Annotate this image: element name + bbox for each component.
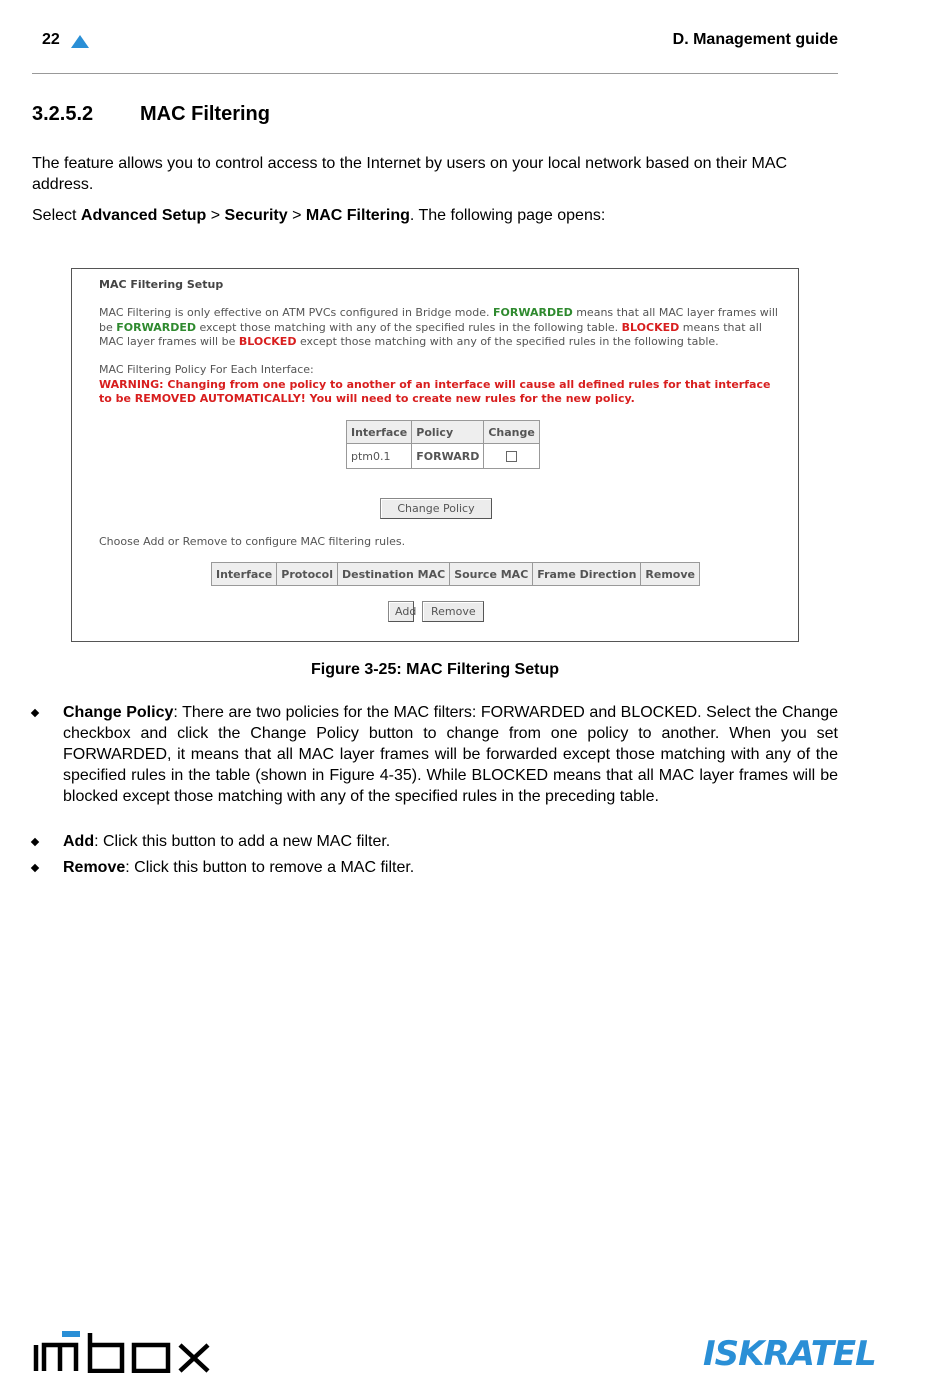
list-item (32, 702, 838, 807)
bullet-term: Add (63, 833, 95, 850)
section-title: MAC Filtering (140, 103, 270, 125)
col-source-mac: Source MAC (450, 563, 533, 586)
cell-policy: FORWARD (412, 444, 484, 469)
section-number: 3.2.5.2 (32, 103, 94, 125)
policy-description: MAC Filtering is only effective on ATM PVCs configured in Bridge mode. FORWARDED means that all MAC layer frames will be FORWARDED except those matching with any of the specified rules in the following table. BLOCKED means that all MAC layer frames will be BLOCKED except those matching with any of the specified rules in the following table. (99, 306, 778, 348)
col-interface: Interface (347, 421, 412, 444)
bullet-term: Change Policy (63, 704, 174, 721)
cell-change (484, 444, 540, 469)
add-button[interactable]: Add (388, 601, 414, 622)
iskratel-logo: ISKRATEL (703, 1334, 876, 1374)
nav-advanced-setup: Advanced Setup (80, 207, 207, 224)
intro-paragraph: The feature allows you to control access to the Internet by users on your local network based on their MAC address. (32, 155, 788, 193)
remove-button[interactable]: Remove (422, 601, 484, 622)
bullet-text: : Click this button to remove a MAC filter. (125, 859, 415, 876)
list-item (32, 831, 838, 852)
col-policy: Policy (412, 421, 484, 444)
nav-mac-filtering: MAC Filtering (305, 207, 410, 224)
cell-interface: ptm0.1 (347, 444, 412, 469)
diamond-bullet-icon (31, 709, 39, 717)
navigation-instruction: Select Advanced Setup > Security > MAC Filtering. The following page opens: (32, 207, 606, 224)
policy-warning: WARNING: Changing from one policy to another of an interface will cause all defined rules for that interface to be REMOVED AUTOMATICALLY! You will need to create new rules for the new policy. (99, 377, 771, 405)
table-row (347, 444, 540, 469)
triangle-icon (71, 35, 89, 48)
screenshot-title: MAC Filtering Setup (99, 278, 224, 291)
bullet-term: Remove (63, 859, 126, 876)
mac-filtering-screenshot (71, 268, 799, 642)
col-destination-mac: Destination MAC (337, 563, 449, 586)
list-item (32, 857, 838, 878)
col-frame-direction: Frame Direction (533, 563, 641, 586)
diamond-bullet-icon (31, 838, 39, 846)
chapter-title: D. Management guide (672, 31, 838, 48)
col-remove: Remove (641, 563, 700, 586)
rules-table (211, 562, 700, 586)
col-interface: Interface (212, 563, 277, 586)
diamond-bullet-icon (31, 864, 39, 872)
choose-instruction: Choose Add or Remove to configure MAC filtering rules. (99, 535, 406, 548)
col-change: Change (484, 421, 540, 444)
policy-heading: MAC Filtering Policy For Each Interface: (99, 363, 314, 376)
policy-table (346, 420, 540, 469)
header-divider (32, 73, 838, 74)
bullet-text: : There are two policies for the MAC filters: FORWARDED and BLOCKED. Select the Change checkbox and click the Change Policy button to change from one policy to another. When you set FORWARDED, it means that all MAC layer frames will be forwarded except those matching with any of the specified rules in the table (shown in Figure 4-35). While BLOCKED means that all MAC layer frames will be blocked except those matching with any of the specified rules in the preceding table. (63, 704, 839, 805)
figure-caption: Figure 3-25: MAC Filtering Setup (310, 661, 559, 678)
nav-security: Security (224, 207, 288, 224)
page-number: 22 (42, 31, 60, 48)
imbox-logo (32, 1331, 232, 1373)
bullet-text: : Click this button to add a new MAC filter. (94, 833, 391, 850)
policy-section (99, 363, 779, 407)
col-protocol: Protocol (277, 563, 338, 586)
change-checkbox[interactable] (506, 451, 517, 462)
change-policy-button[interactable]: Change Policy (380, 498, 492, 519)
